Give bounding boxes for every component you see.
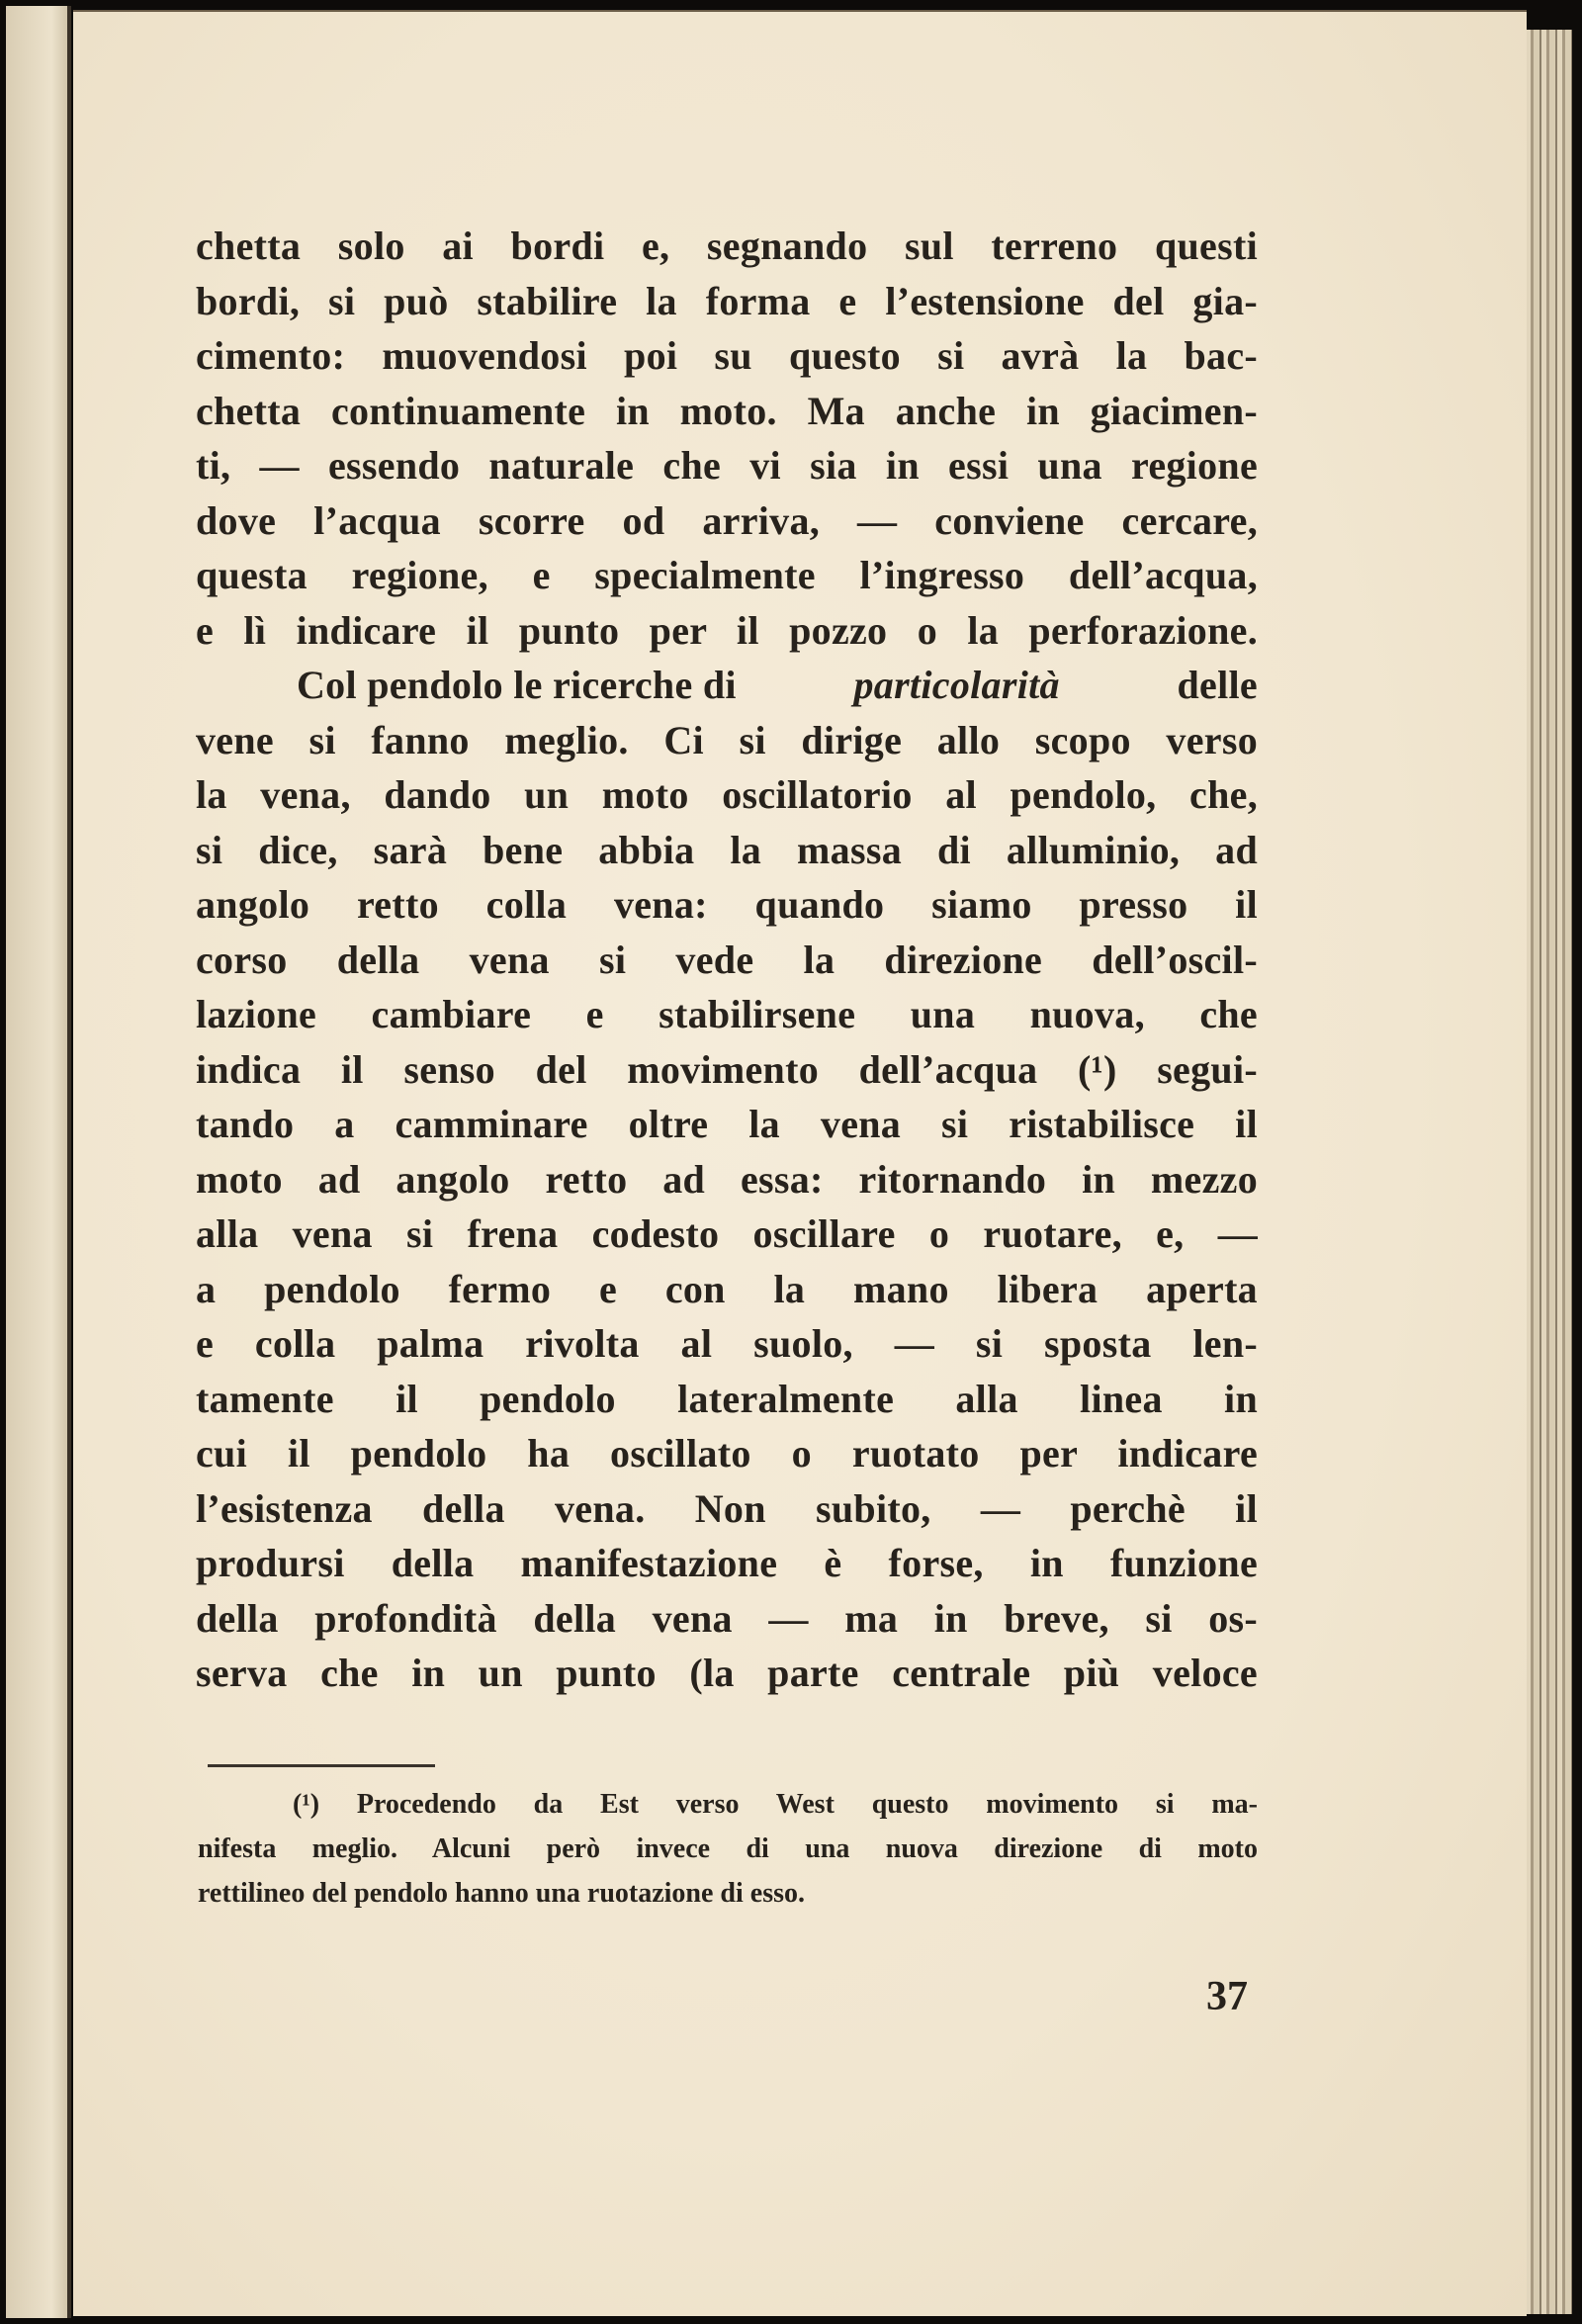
text-line: cui il pendolo ha oscillato o ruotato per indicare [196, 1431, 1258, 1475]
footnote-line: nifesta meglio. Alcuni però invece di una nuova direzione di moto [198, 1833, 1258, 1864]
text-line: lazione cambiare e stabilirsene una nuova, che [196, 992, 1258, 1036]
text-line: corso della vena si vede la direzione dell’oscil- [196, 937, 1258, 982]
paragraph-first-line [196, 658, 1258, 713]
text-line: la vena, dando un moto oscillatorio al pendolo, che, [196, 772, 1258, 817]
text-segment: delle [1177, 663, 1258, 707]
text-line: chetta continuamente in moto. Ma anche in giacimen- [196, 388, 1258, 433]
text-line: e colla palma rivolta al suolo, — si sposta len- [196, 1321, 1258, 1366]
footnote-line: (¹) Procedendo da Est verso West questo movimento si ma- [293, 1789, 1258, 1820]
italic-term: particolarità [853, 663, 1060, 707]
text-line: alla vena si frena codesto oscillare o ruotare, e, — [196, 1211, 1258, 1256]
text-line: serva che in un punto (la parte centrale più veloce [196, 1651, 1258, 1695]
text-segment: Col pendolo le ricerche di [297, 663, 737, 707]
text-line: indica il senso del movimento dell’acqua (¹) segui- [196, 1046, 1258, 1092]
text-line: angolo retto colla vena: quando siamo presso il [196, 882, 1258, 927]
text-line: tando a camminare oltre la vena si ristabilisce il [196, 1102, 1258, 1146]
text-line: vene si fanno meglio. Ci si dirige allo scopo verso [196, 717, 1258, 762]
text-line: bordi, si può stabilire la forma e l’estensione del gia- [196, 278, 1258, 323]
footnote-rule [208, 1764, 435, 1767]
text-line: l’esistenza della vena. Non subito, — perchè il [196, 1485, 1258, 1531]
text-line: tamente il pendolo lateralmente alla linea in [196, 1376, 1258, 1421]
text-line: chetta solo ai bordi e, segnando sul terreno questi [196, 223, 1258, 268]
body-text [196, 219, 1258, 1701]
text-line: moto ad angolo retto ad essa: ritornando in mezzo [196, 1156, 1258, 1202]
text-line: cimento: muovendosi poi su questo si avrà la bac- [196, 333, 1258, 378]
text-line: questa regione, e specialmente l’ingresso dell’acqua, [196, 553, 1258, 597]
text-line: prodursi della manifestazione è forse, in funzione [196, 1541, 1258, 1585]
text-line: dove l’acqua scorre od arriva, — conviene cercare, [196, 497, 1258, 543]
text-line: a pendolo fermo e con la mano libera aperta [196, 1266, 1258, 1311]
text-line: si dice, sarà bene abbia la massa di alluminio, ad [196, 827, 1258, 872]
left-page-edge [6, 6, 71, 2318]
text-line: della profondità della vena — ma in breve, si os- [196, 1595, 1258, 1641]
footnote-line: rettilineo del pendolo hanno una ruotazione di esso. [198, 1878, 806, 1909]
text-line: ti, — essendo naturale che vi sia in essi una regione [196, 443, 1258, 488]
page-number: 37 [1206, 1974, 1248, 2019]
footnote [198, 1782, 1258, 1916]
text-line: e lì indicare il punto per il pozzo o la perforazione. [196, 607, 1258, 653]
